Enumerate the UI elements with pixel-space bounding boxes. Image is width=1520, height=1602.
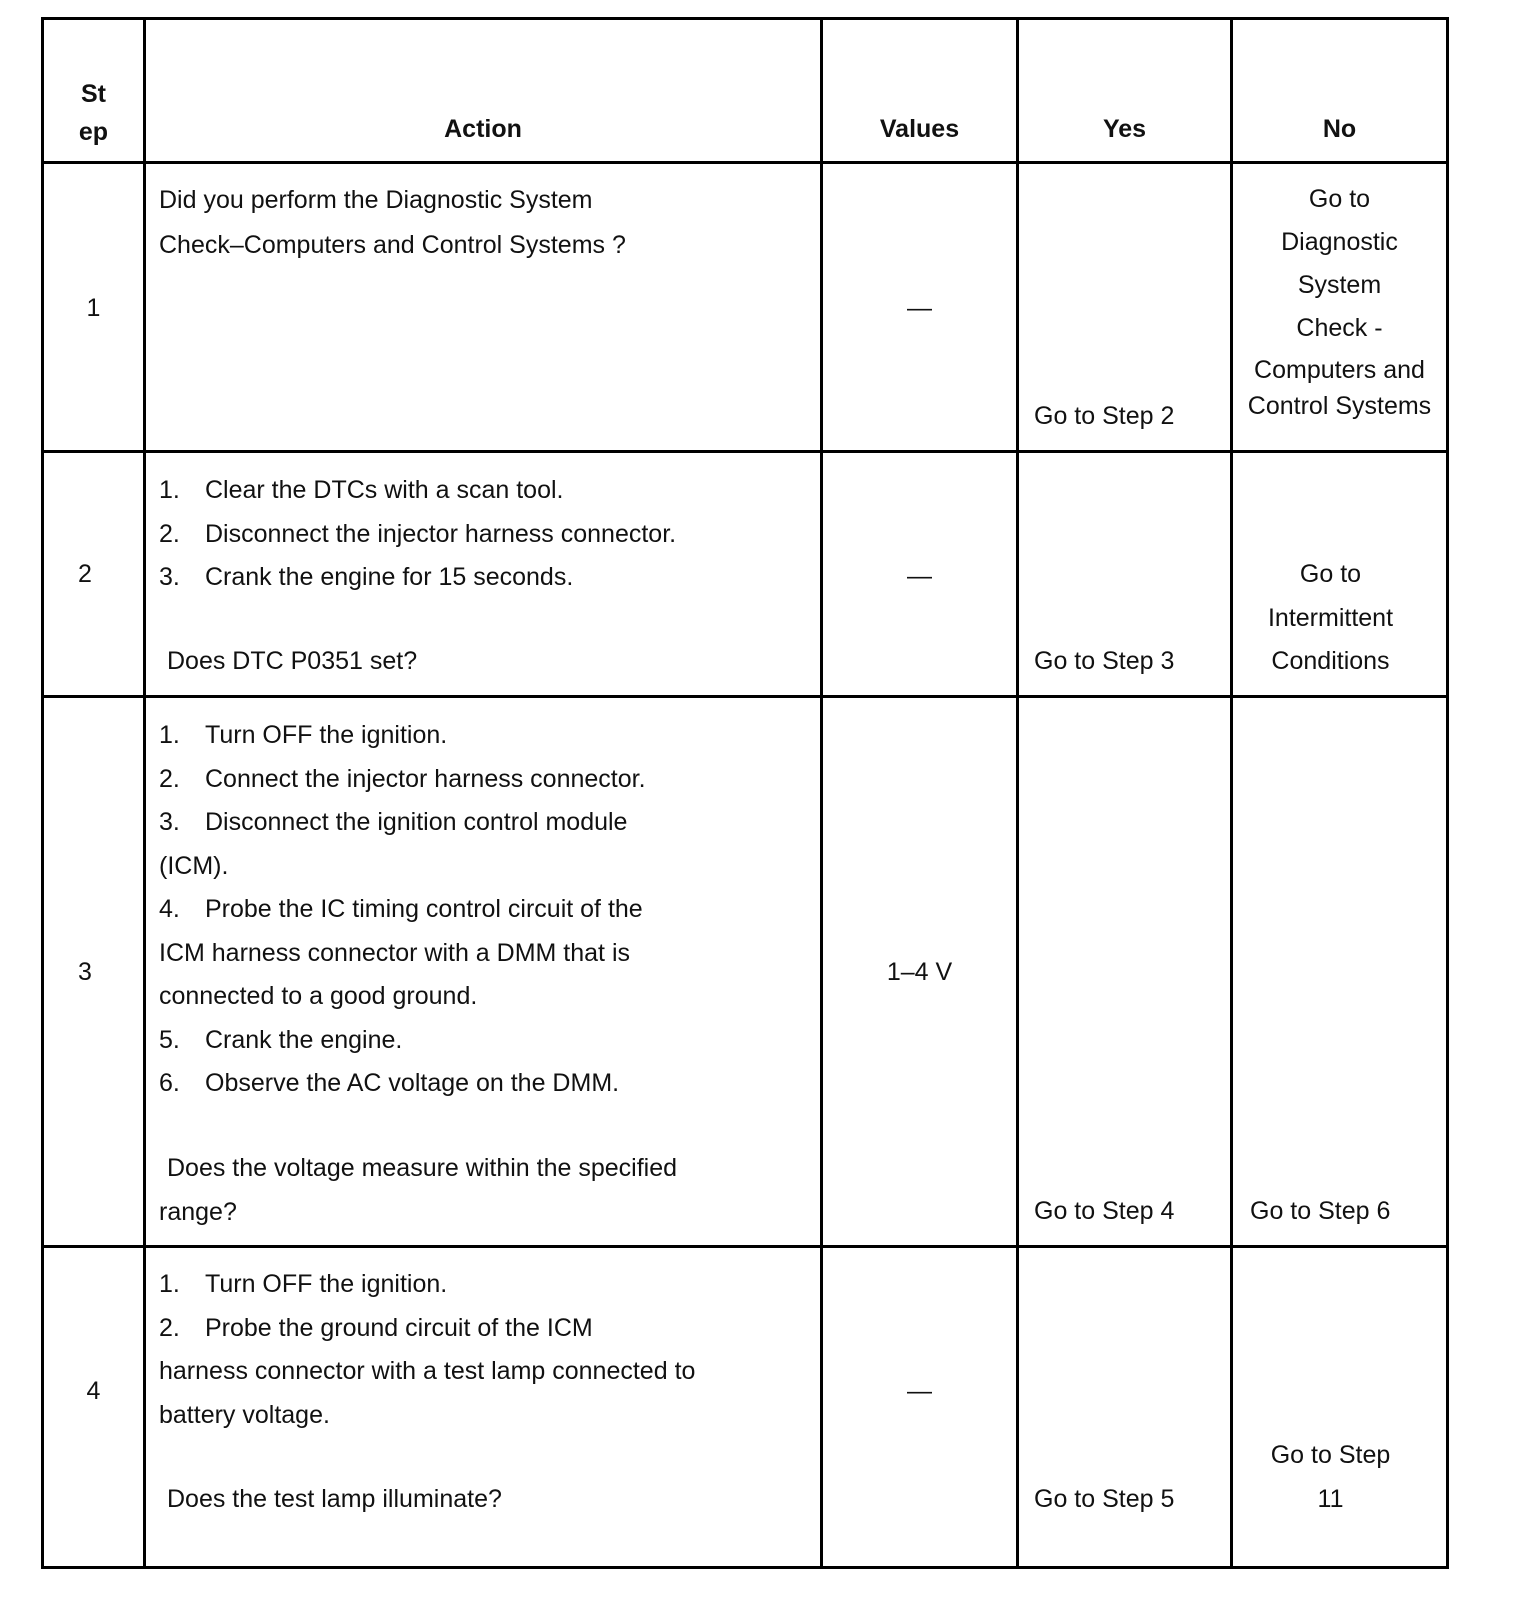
header-action: Action <box>444 115 522 143</box>
yes-cell: Go to Step 2 <box>1034 402 1175 430</box>
action-step <box>159 888 809 932</box>
step-text: Disconnect the ignition control module <box>205 808 628 836</box>
no-cell <box>1233 553 1428 684</box>
step-text: Probe the IC timing control circuit of the <box>205 895 643 923</box>
step-number: 3 <box>78 958 92 986</box>
step-num: 2. <box>159 764 180 793</box>
step-num: 2. <box>159 519 180 548</box>
action-question: Does DTC P0351 set? <box>167 647 418 675</box>
no-line: System <box>1297 271 1382 299</box>
step-text: battery voltage. <box>159 1400 330 1429</box>
action-step-continued <box>159 932 809 976</box>
action-step <box>159 1307 809 1351</box>
step-text: harness connector with a test lamp connected to <box>159 1357 696 1385</box>
step-num: 5. <box>159 1025 180 1054</box>
header-step <box>44 75 143 151</box>
column-divider <box>1016 20 1019 1566</box>
column-divider <box>820 20 823 1566</box>
question-line: Does the voltage measure within the specified <box>167 1154 678 1182</box>
step-text: Turn OFF the ignition. <box>205 1270 448 1298</box>
step-text: Observe the AC voltage on the DMM. <box>205 1069 620 1097</box>
action-question <box>159 1147 809 1234</box>
step-number: 1 <box>86 294 101 322</box>
question-line: range? <box>159 1197 237 1226</box>
action-step-continued <box>159 845 809 889</box>
step-num: 3. <box>159 563 180 591</box>
yes-cell: Go to Step 3 <box>1034 647 1175 675</box>
step-num: 2. <box>159 1313 180 1342</box>
no-line: Go to <box>1308 185 1371 213</box>
row-divider <box>44 161 1446 164</box>
no-line: Diagnostic <box>1281 228 1398 256</box>
yes-cell: Go to Step 4 <box>1034 1197 1175 1225</box>
step-num: 3. <box>159 808 180 836</box>
action-step <box>159 758 809 802</box>
action-text <box>159 469 809 600</box>
step-text: Probe the ground circuit of the ICM <box>205 1313 593 1342</box>
value-cell: — <box>907 1377 932 1405</box>
action-step <box>159 1062 809 1106</box>
no-line: Check - <box>1296 314 1383 342</box>
step-num: 4. <box>159 895 180 923</box>
yes-cell: Go to Step 5 <box>1034 1485 1175 1513</box>
row-divider <box>44 695 1446 698</box>
no-line: Intermittent <box>1267 603 1394 632</box>
step-text: (ICM). <box>159 851 229 880</box>
action-line: Check–Computers and Control Systems ? <box>159 231 626 259</box>
action-step <box>159 714 809 758</box>
no-line: Control Systems <box>1247 392 1432 420</box>
row-divider <box>44 450 1446 453</box>
header-no: No <box>1322 115 1357 143</box>
step-text: Crank the engine for 15 seconds. <box>205 563 574 591</box>
value-cell: — <box>907 294 932 322</box>
step-number: 4 <box>86 1377 101 1405</box>
action-step <box>159 469 809 513</box>
header-step-line: ep <box>78 118 109 146</box>
step-text: ICM harness connector with a DMM that is <box>159 938 630 967</box>
action-step-continued <box>159 1394 809 1438</box>
step-text: Crank the engine. <box>205 1025 403 1054</box>
no-cell <box>1233 178 1446 422</box>
action-step <box>159 556 809 600</box>
no-line: Computers and <box>1254 356 1425 384</box>
action-step-continued <box>159 1350 809 1394</box>
step-num: 1. <box>159 721 180 749</box>
step-number: 2 <box>78 560 92 588</box>
action-line: Did you perform the Diagnostic System <box>159 186 593 214</box>
header-values: Values <box>879 115 960 143</box>
action-text <box>159 714 809 1106</box>
no-line: Go to <box>1299 560 1362 588</box>
action-step <box>159 801 809 845</box>
value-cell: — <box>907 562 932 590</box>
action-step-continued <box>159 975 809 1019</box>
no-line: 11 <box>1317 1484 1344 1513</box>
action-text <box>159 178 809 268</box>
header-yes: Yes <box>1102 115 1147 143</box>
step-text: Connect the injector harness connector. <box>205 764 646 793</box>
step-text: Disconnect the injector harness connector. <box>205 519 677 548</box>
no-line: Conditions <box>1271 647 1390 675</box>
action-question: Does the test lamp illuminate? <box>167 1485 502 1513</box>
no-cell: Go to Step 6 <box>1250 1197 1391 1225</box>
no-line: Go to Step <box>1270 1441 1391 1469</box>
step-num: 6. <box>159 1069 180 1097</box>
action-step <box>159 1019 809 1063</box>
step-num: 1. <box>159 1270 180 1298</box>
action-step <box>159 1263 809 1307</box>
diagnostic-table <box>41 17 1449 1569</box>
row-divider <box>44 1245 1446 1248</box>
action-text <box>159 1263 809 1437</box>
step-text: Turn OFF the ignition. <box>205 721 448 749</box>
column-divider <box>143 20 146 1566</box>
step-num: 1. <box>159 476 180 504</box>
action-step <box>159 513 809 557</box>
step-text: Clear the DTCs with a scan tool. <box>205 476 564 504</box>
step-text: connected to a good ground. <box>159 982 478 1010</box>
value-cell: 1–4 V <box>886 958 953 986</box>
header-step-line: St <box>81 80 106 108</box>
no-cell <box>1233 1434 1428 1521</box>
